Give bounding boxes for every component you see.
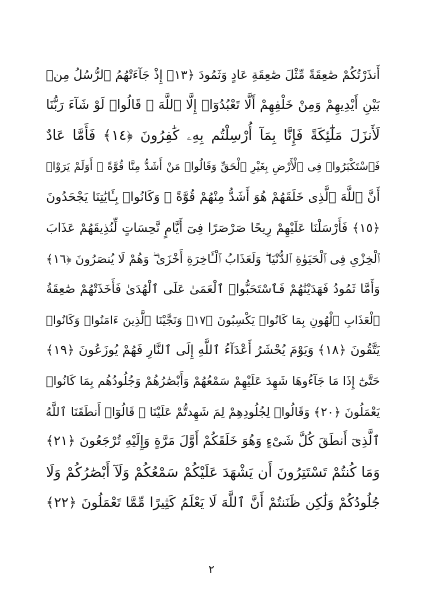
text-line: وَمَا كُنتُمْ تَسْتَتِرُونَ أَن يَشْهَدَ عَلَيْكُمْ سَمْعُكُمْ وَلَآ أَبْصَٰرُكُمْ وَلَا [46,464,380,481]
text-line: ٱلْعَذَابِ ٱلْهُونِ بِمَا كَانُوا۟ يَكْسِبُونَ ﴿١٧﴾ وَنَجَّيْنَا ٱلَّذِينَ ءَامَنُوا۟ وَكَانُوا۟ [46,312,380,327]
text-line: ﴿١٥﴾ فَأَرْسَلْنَا عَلَيْهِمْ رِيحًا صَرْصَرًا فِىٓ أَيَّامٍ نَّحِسَاتٍ لِّنُذِيقَهُمْ عَذَابَ [46,219,380,235]
text-line: ٱلْخِزْىِ فِى ٱلْحَيَوٰةِ ٱلدُّنْيَا ۖ وَلَعَذَابُ ٱلْـَٔاخِرَةِ أَخْزَىٰ ۖ وَهُمْ لَا يُنصَرُونَ ﴿١٦﴾ [46,251,380,266]
text-line: حَتَّىٰٓ إِذَا مَا جَآءُوهَا شَهِدَ عَلَيْهِمْ سَمْعُهُمْ وَأَبْصَٰرُهُمْ وَجُلُودُهُم بِمَا كَانُوا۟ [46,373,380,388]
text-line: وَأَمَّا ثَمُودُ فَهَدَيْنَٰهُمْ فَٱسْتَحَبُّوا۟ ٱلْعَمَىٰ عَلَى ٱلْهُدَىٰ فَأَخَذَتْهُمْ صَٰعِقَةُ [46,281,380,297]
text-line: يَعْمَلُونَ ﴿٢٠﴾ وَقَالُوا۟ لِجُلُودِهِمْ لِمَ شَهِدتُّمْ عَلَيْنَا ۖ قَالُوٓا۟ أَنطَقَنَا ٱللَّهُ [46,404,380,419]
text-line: يَتَّقُونَ ﴿١٨﴾ وَيَوْمَ يُحْشَرُ أَعْدَآءُ ٱللَّهِ إِلَى ٱلنَّارِ فَهُمْ يُوزَعُونَ ﴿١٩﴾ [46,342,380,358]
text-line: ٱلَّذِىٓ أَنطَقَ كُلَّ شَىْءٍ وَهُوَ خَلَقَكُمْ أَوَّلَ مَرَّةٍ وَإِلَيْهِ تُرْجَعُونَ ﴿٢١﴾ [46,434,380,450]
text-line: بَيْنِ أَيْدِيهِمْ وَمِنْ خَلْفِهِمْ أَلَّا تَعْبُدُوٓا۟ إِلَّا ٱللَّهَ ۖ قَالُوا۟ لَوْ شَآءَ رَبُّنَا [46,97,380,113]
text-line: فَٱسْتَكْبَرُوا۟ فِى ٱلْأَرْضِ بِغَيْرِ ٱلْحَقِّ وَقَالُوا۟ مَنْ أَشَدُّ مِنَّا قُوَّةً ۖ أَوَلَمْ يَرَوْا۟ [46,159,380,173]
text-line: أَنَّ ٱللَّهَ ٱلَّذِى خَلَقَهُمْ هُوَ أَشَدُّ مِنْهُمْ قُوَّةً ۖ وَكَانُوا۟ بِـَٔايَٰتِنَا يَجْحَدُونَ [46,189,380,205]
page-number: ٢ [208,563,215,576]
text-line: لَأَنزَلَ مَلَٰٓئِكَةً فَإِنَّا بِمَآ أُرْسِلْتُم بِهِۦ كَٰفِرُونَ ﴿١٤﴾ فَأَمَّا عَادٌ [46,128,380,145]
text-line: جُلُودُكُمْ وَلَٰكِن ظَنَنتُمْ أَنَّ ٱللَّهَ لَا يَعْلَمُ كَثِيرًا مِّمَّا تَعْمَلُونَ ﴿٢٢﴾ [46,495,380,512]
text-line: أَنذَرْتُكُمْ صَٰعِقَةً مِّثْلَ صَٰعِقَةِ عَادٍ وَثَمُودَ ﴿١٣﴾ إِذْ جَآءَتْهُمُ ٱلرُّسُلُ مِنۢ [46,67,380,82]
verse-text-block [46,60,380,519]
